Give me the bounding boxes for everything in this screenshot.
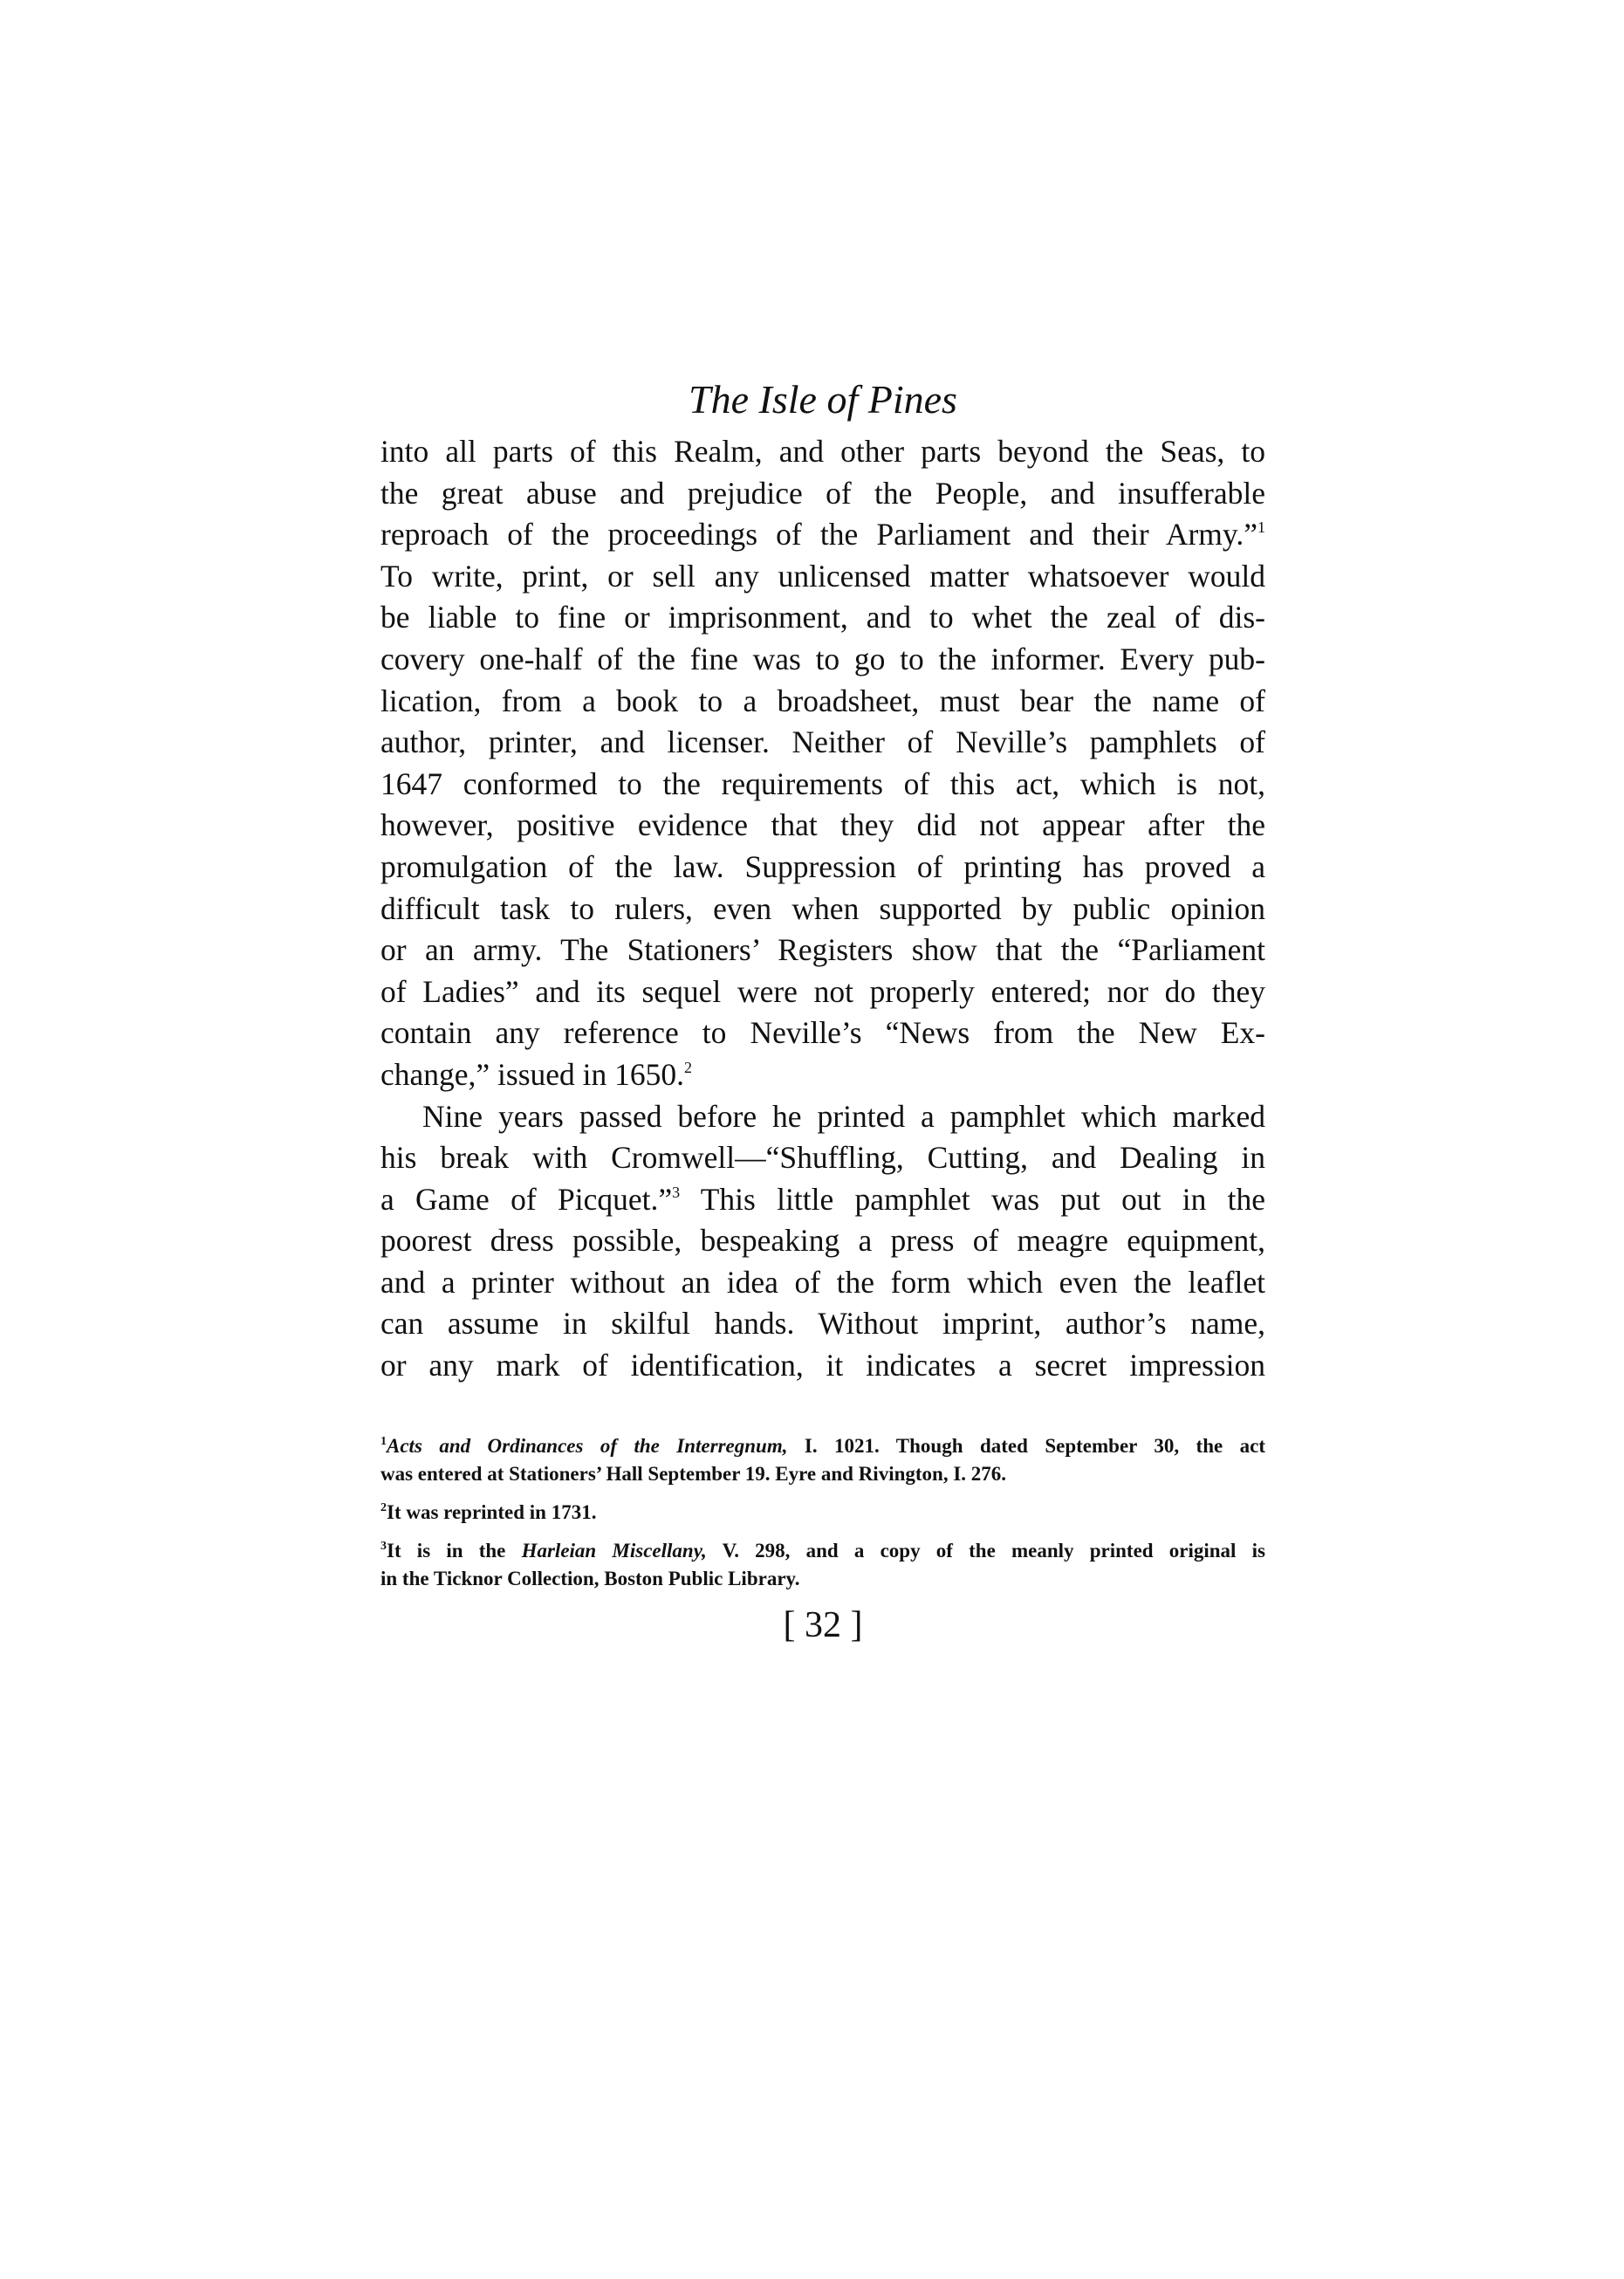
text-line: can assume in skilful hands. Without imprint, author’s name, — [380, 1306, 1265, 1342]
text-line: the great abuse and prejudice of the People, and insufferable — [380, 475, 1265, 511]
footnote-line: $^1$Acts and Ordinances of the Interregnum, I. 1021. Though dated September 30, the act — [380, 1434, 1266, 1457]
footnote-ref: 2 — [684, 1058, 693, 1076]
text-line: difficult task to rulers, even when supported by public opinion — [380, 890, 1265, 926]
footnote-mark: 3 — [380, 1539, 387, 1553]
footnote-ref: 1 — [1257, 518, 1265, 537]
book-page — [380, 375, 1265, 1647]
footnote-line: $^2$It was reprinted in 1731. — [380, 1500, 597, 1523]
page-number: [ 32 ] — [783, 1604, 863, 1645]
text-line: covery one-half of the fine was to go to the informer. Every pub- — [380, 641, 1265, 676]
footnote-1 — [380, 1432, 1265, 1488]
text-line: To write, print, or sell any unlicensed matter whatsoever would — [380, 558, 1265, 594]
text-line: however, positive evidence that they did not appear after the — [380, 807, 1265, 843]
text-line: poorest dress possible, bespeaking a press of meagre equipment, — [380, 1223, 1265, 1259]
text-line: of Ladies” and its sequel were not properly entered; nor do they — [380, 973, 1265, 1009]
text-line: reproach of the proceedings of the Parliament and their Army.”$^1$ — [380, 517, 1265, 553]
text-line: 1647 conformed to the requirements of this act, which is not, — [380, 765, 1265, 801]
footnote-3 — [380, 1537, 1265, 1593]
text-line: lication, from a book to a broadsheet, must bear the name of — [380, 683, 1265, 718]
text-line: his break with Cromwell—“Shuffling, Cutting, and Dealing in — [380, 1140, 1265, 1176]
text-line: or an army. The Stationers’ Registers show that the “Parliament — [380, 932, 1265, 968]
footnote-mark: 2 — [380, 1500, 387, 1514]
text-line: a Game of Picquet.”$^3$ This little pamphlet was put out in the — [380, 1181, 1265, 1217]
text-line: change,” issued in 1650.$^2$ — [380, 1056, 693, 1092]
footnote-title: Acts and Ordinances of the Interregnum, — [387, 1434, 788, 1457]
text-line: and a printer without an idea of the form which even the leaflet — [380, 1264, 1265, 1300]
footnote-ref: 3 — [672, 1183, 681, 1201]
footnote-line: $^3$It is in the Harleian Miscellany, V. 298, and a copy of the meanly printed original is — [380, 1539, 1265, 1562]
text-line: into all parts of this Realm, and other parts beyond the Seas, to — [380, 434, 1265, 469]
running-head: The Isle of Pines — [689, 377, 957, 422]
footnotes — [380, 1432, 1265, 1593]
text-line: promulgation of the law. Suppression of printing has proved a — [380, 848, 1265, 884]
footnote-line: in the Ticknor Collection, Boston Public Library. — [380, 1567, 800, 1589]
text-line: be liable to fine or imprisonment, and to whet the zeal of dis- — [380, 600, 1265, 635]
text-line: contain any reference to Neville’s “News from the New Ex- — [380, 1015, 1265, 1051]
text-line: author, printer, and licenser. Neither of Neville’s pamphlets of — [380, 724, 1265, 760]
text-line: Nine years passed before he printed a pamphlet which marked — [422, 1098, 1265, 1134]
footnote-line: was entered at Stationers’ Hall September 19. Eyre and Rivington, I. 276. — [380, 1462, 1007, 1485]
footnote-2 — [380, 1499, 1265, 1527]
footnote-title: Harleian Miscellany, — [521, 1539, 707, 1562]
text-line: or any mark of identification, it indicates a secret impression — [380, 1348, 1265, 1383]
body-text — [380, 431, 1265, 1387]
footnote-mark: 1 — [380, 1434, 387, 1448]
